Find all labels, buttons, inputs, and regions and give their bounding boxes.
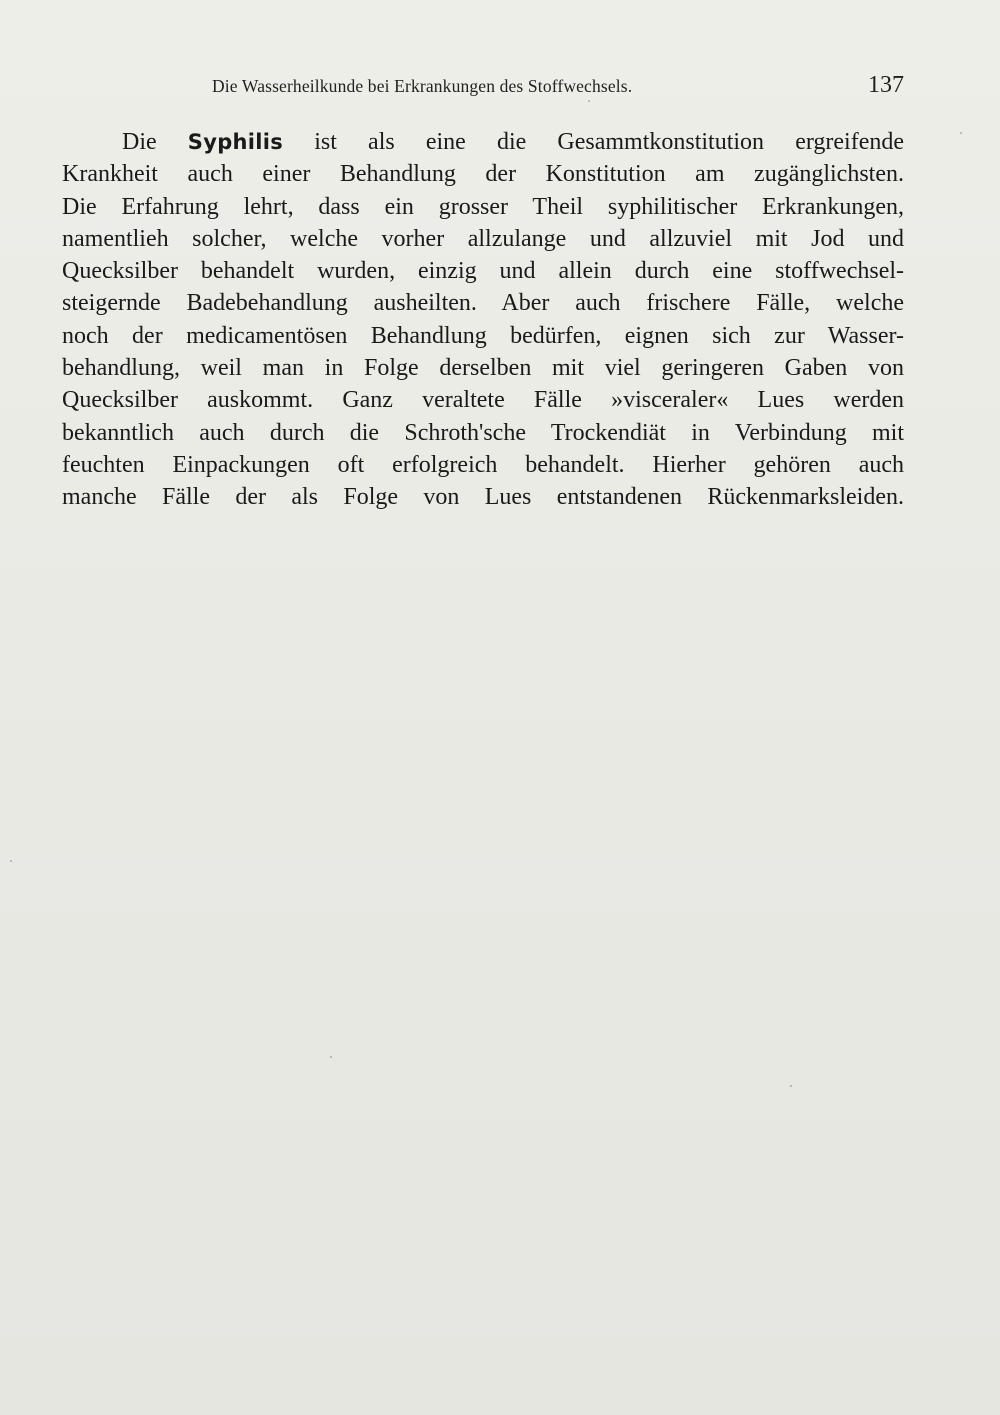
- paragraph-syphilis: [62, 126, 904, 514]
- paragraph-line: feuchten Einpackungen oft erfolgreich behandelt. Hierher gehören auch: [62, 451, 904, 478]
- paragraph-line: namentlieh solcher, welche vorher allzulange und allzuviel mit Jod und: [62, 225, 904, 252]
- paragraph-line: bekanntlich auch durch die Schroth'sche Trockendiät in Verbindung mit: [62, 419, 904, 446]
- paragraph-line: Quecksilber behandelt wurden, einzig und allein durch eine stoffwechsel-: [62, 258, 904, 285]
- paragraph-line: Die Erfahrung lehrt, dass ein grosser Theil syphilitischer Erkrankungen,: [62, 193, 904, 220]
- paragraph-line-start: Die: [122, 129, 157, 155]
- paragraph-line: Krankheit auch einer Behandlung der Konstitution am zugänglichsten.: [62, 161, 904, 188]
- page-number: 137: [868, 72, 904, 98]
- paragraph-line: [62, 126, 904, 158]
- running-head: [62, 72, 904, 102]
- paragraph-line: manche Fälle der als Folge von Lues entstandenen Rückenmarksleiden.: [62, 484, 904, 511]
- paragraph-line: steigernde Badebehandlung ausheilten. Aber auch frischere Fälle, welche: [62, 290, 904, 317]
- paragraph-line-rest: ist als eine die Gesammtkonstitution ergreifende: [314, 129, 905, 155]
- paragraph-line: noch der medicamentösen Behandlung bedürfen, eignen sich zur Wasser-: [62, 322, 904, 349]
- paragraph-line: behandlung, weil man in Folge derselben mit viel geringeren Gaben von: [62, 355, 904, 382]
- paragraph-line: Quecksilber auskommt. Ganz veraltete Fälle »visceraler« Lues werden: [62, 387, 904, 414]
- running-title: Die Wasserheilkunde bei Erkrankungen des Stoffwechsels.: [212, 76, 633, 96]
- bleed-through-texture: [48, 502, 918, 1370]
- emphasized-term: Syphilis: [187, 130, 284, 154]
